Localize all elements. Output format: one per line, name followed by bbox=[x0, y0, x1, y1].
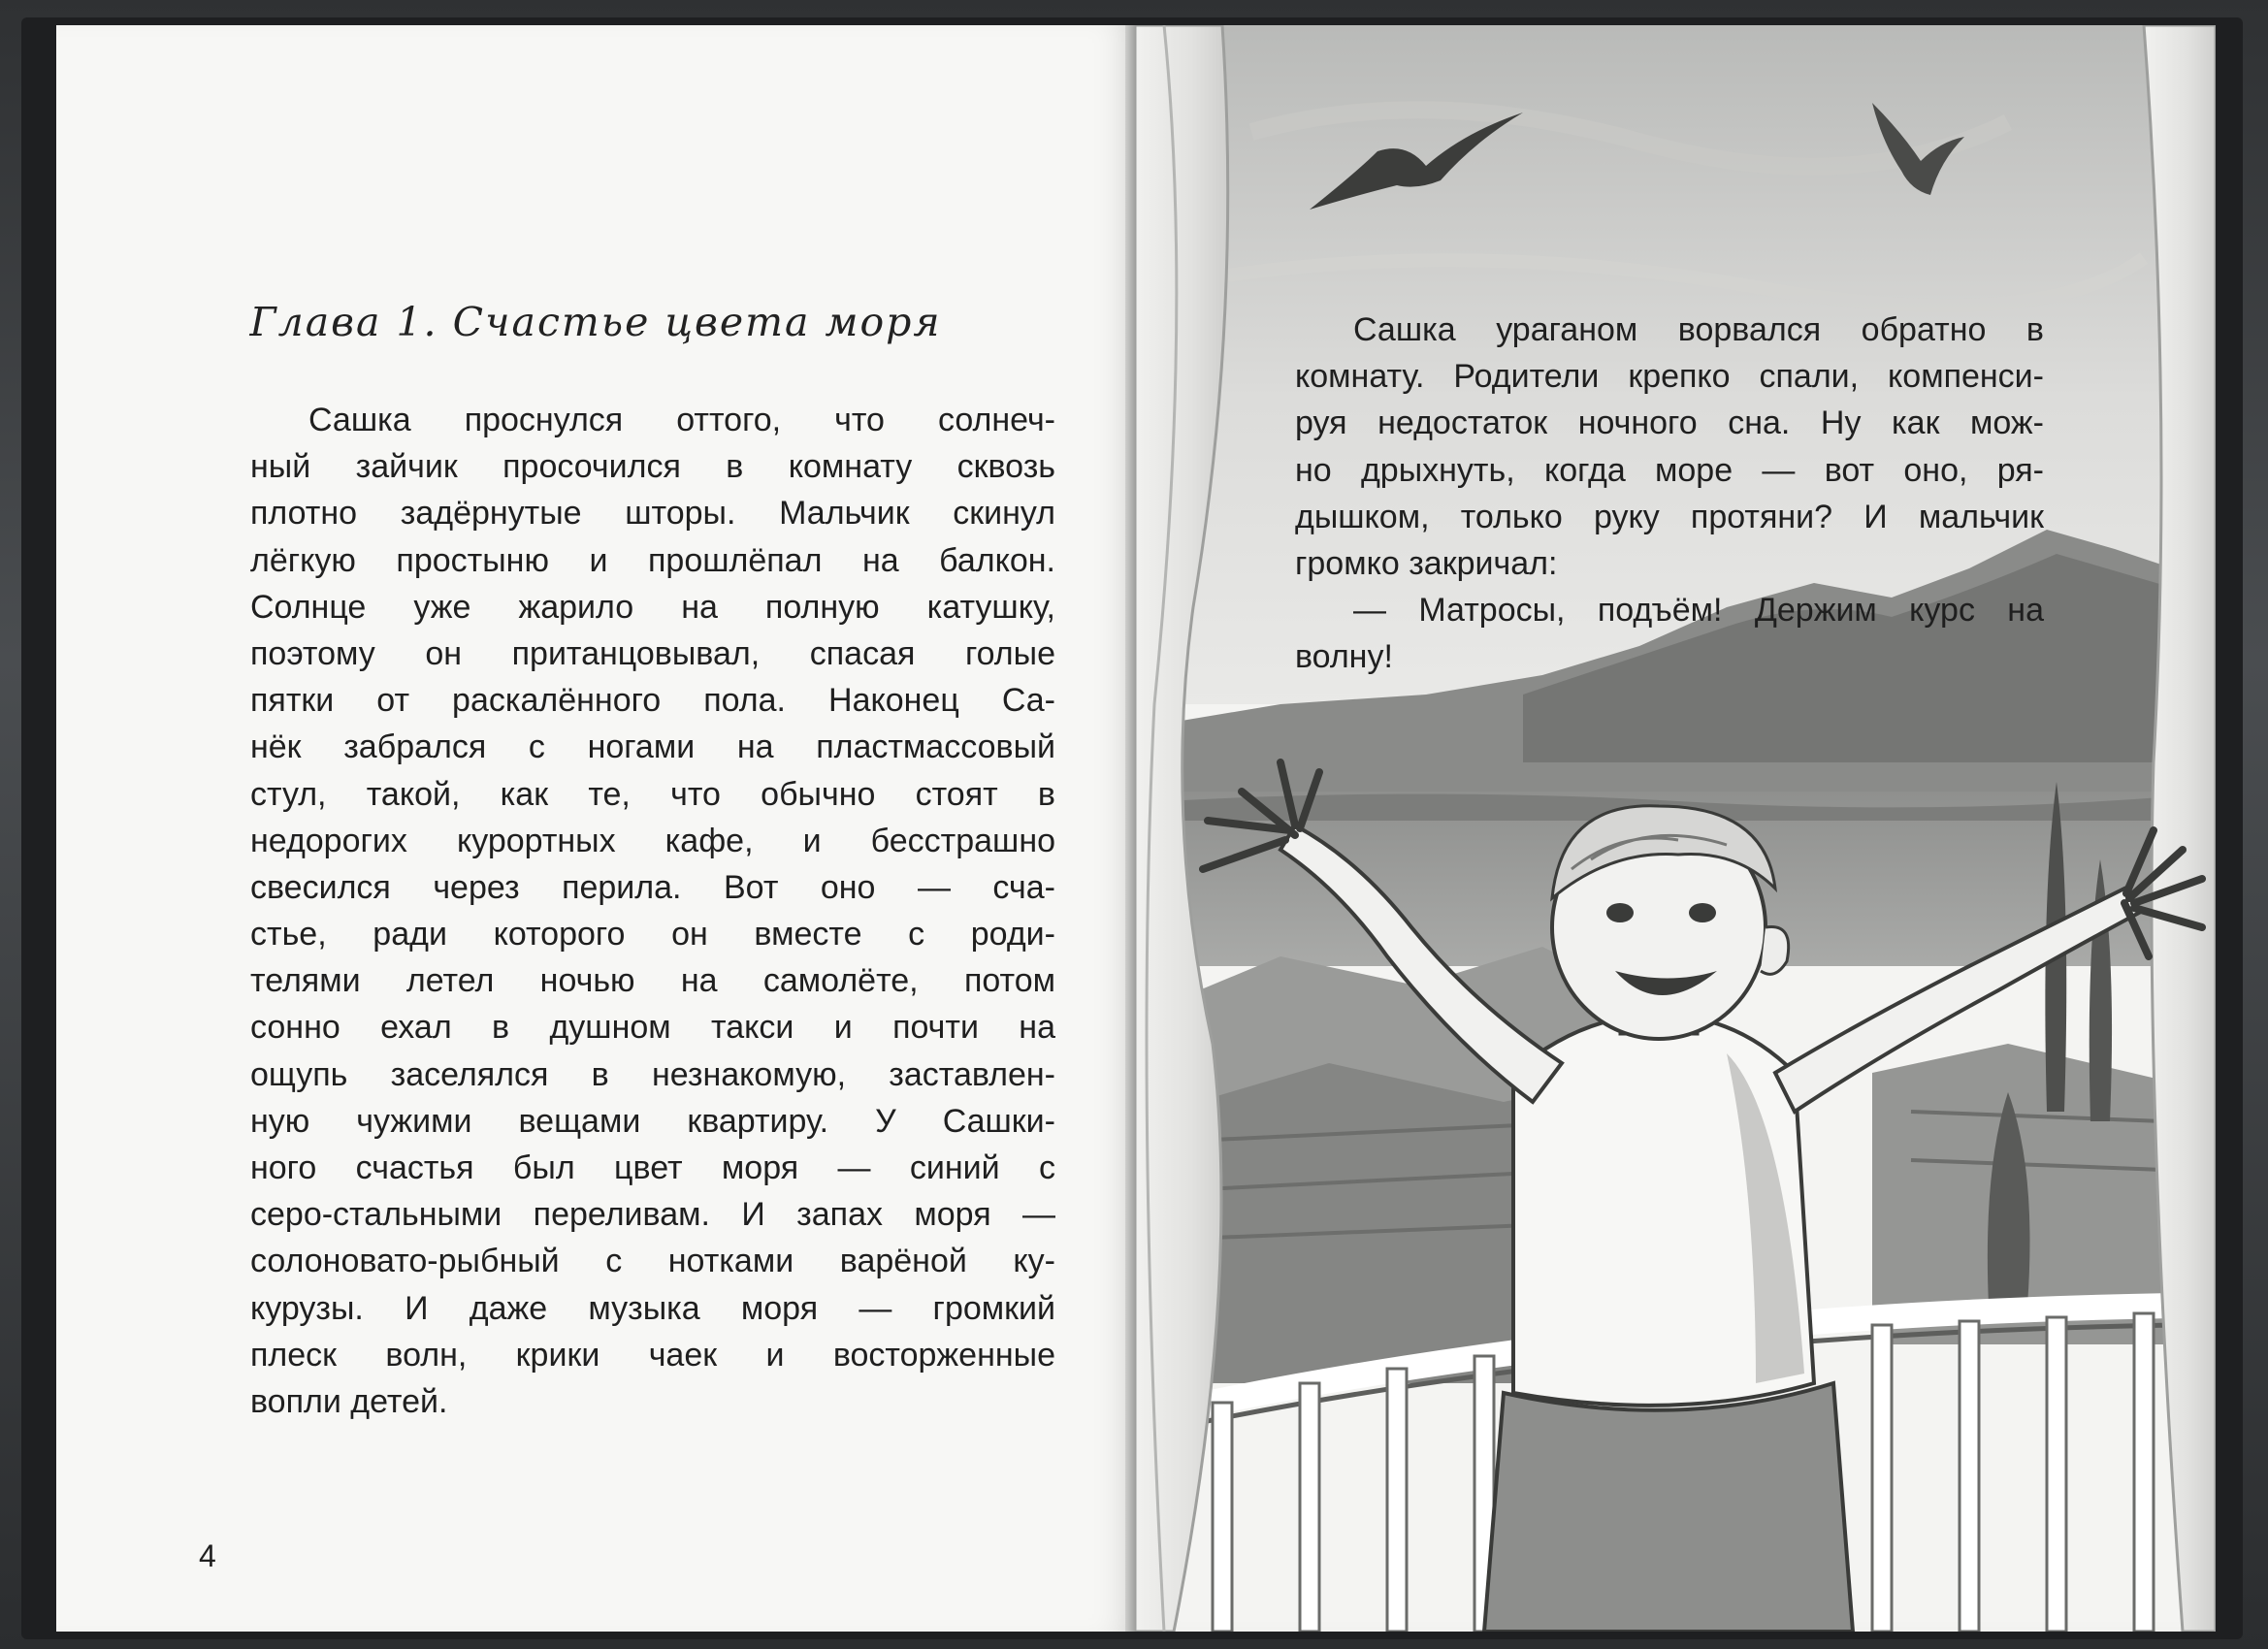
right-page-text bbox=[1295, 307, 2044, 681]
railing-post bbox=[2134, 1313, 2154, 1632]
boy-eye bbox=[1689, 903, 1716, 922]
left-page-text bbox=[250, 397, 1055, 1425]
boy-ear bbox=[1761, 926, 1789, 974]
boy-on-balcony-illustration bbox=[1135, 25, 2216, 1632]
railing-post bbox=[1960, 1321, 1979, 1632]
page-number: 4 bbox=[199, 1538, 216, 1573]
text-line: — Матросы, подъём! Держим курс на bbox=[1353, 592, 2044, 630]
text-line: лёгкую простыню и прошлёпал на балкон. bbox=[250, 541, 1055, 579]
railing-post bbox=[2047, 1317, 2066, 1632]
text-line: ощупь заселялся в незнакомую, заставлен- bbox=[250, 1055, 1055, 1093]
text-line: но дрыхнуть, когда море — вот оно, ря- bbox=[1295, 451, 2044, 489]
text-line: плеск волн, крики чаек и восторженные bbox=[250, 1336, 1055, 1374]
text-line: комнату. Родители крепко спали, компенси- bbox=[1295, 358, 2044, 396]
text-line: Солнце уже жарило на полную катушку, bbox=[250, 588, 1055, 626]
boy-shorts bbox=[1484, 1383, 1853, 1632]
text-line: громко закричал: bbox=[1295, 544, 1558, 582]
text-line: Сашка проснулся оттого, что солнеч- bbox=[308, 402, 1055, 438]
text-line: Сашка ураганом ворвался обратно в bbox=[1353, 311, 2044, 348]
railing-post bbox=[1387, 1369, 1407, 1632]
text-line: стье, ради которого он вместе с роди- bbox=[250, 916, 1055, 954]
boy-eye bbox=[1606, 903, 1634, 922]
text-line: недорогих курортных кафе, и бесстрашно bbox=[250, 822, 1055, 859]
text-line: стул, такой, как те, что обычно стоят в bbox=[250, 775, 1055, 813]
chapter-title: Глава 1. Счастье цвета моря bbox=[249, 299, 942, 345]
railing-post bbox=[1300, 1383, 1319, 1632]
text-line: серо-стальными переливам. И запах моря — bbox=[250, 1196, 1055, 1234]
text-line: плотно задёрнутые шторы. Мальчик скинул bbox=[250, 495, 1055, 533]
text-line: ного счастья был цвет моря — синий с bbox=[250, 1149, 1055, 1186]
text-line: волну! bbox=[1295, 638, 1393, 676]
text-line: ную чужими вещами квартиру. У Сашки- bbox=[250, 1102, 1055, 1140]
text-line: свесился через перила. Вот оно — сча- bbox=[250, 868, 1055, 906]
text-line: курузы. И даже музыка моря — громкий bbox=[250, 1289, 1055, 1327]
text-line: ный зайчик просочился в комнату сквозь bbox=[250, 448, 1055, 486]
text-line: поэтому он пританцовывал, спасая голые bbox=[250, 634, 1055, 672]
text-line: дышком, только руку протяни? И мальчик bbox=[1295, 498, 2044, 535]
right-page bbox=[1135, 25, 2216, 1632]
railing-post bbox=[1872, 1325, 1892, 1632]
text-line: нёк забрался с ногами на пластмассовый bbox=[250, 728, 1055, 766]
text-line: руя недостаток ночного сна. Ну как мож- bbox=[1295, 404, 2044, 442]
railing-post bbox=[1213, 1403, 1232, 1632]
text-line: сонно ехал в душном такси и почти на bbox=[250, 1009, 1055, 1047]
text-line: вопли детей. bbox=[250, 1382, 448, 1420]
text-line: солоновато-рыбный с нотками варёной ку- bbox=[250, 1243, 1055, 1280]
left-page bbox=[56, 25, 1135, 1632]
text-line: пятки от раскалённого пола. Наконец Са- bbox=[250, 682, 1055, 720]
text-line: телями летел ночью на самолёте, потом bbox=[250, 962, 1055, 1000]
